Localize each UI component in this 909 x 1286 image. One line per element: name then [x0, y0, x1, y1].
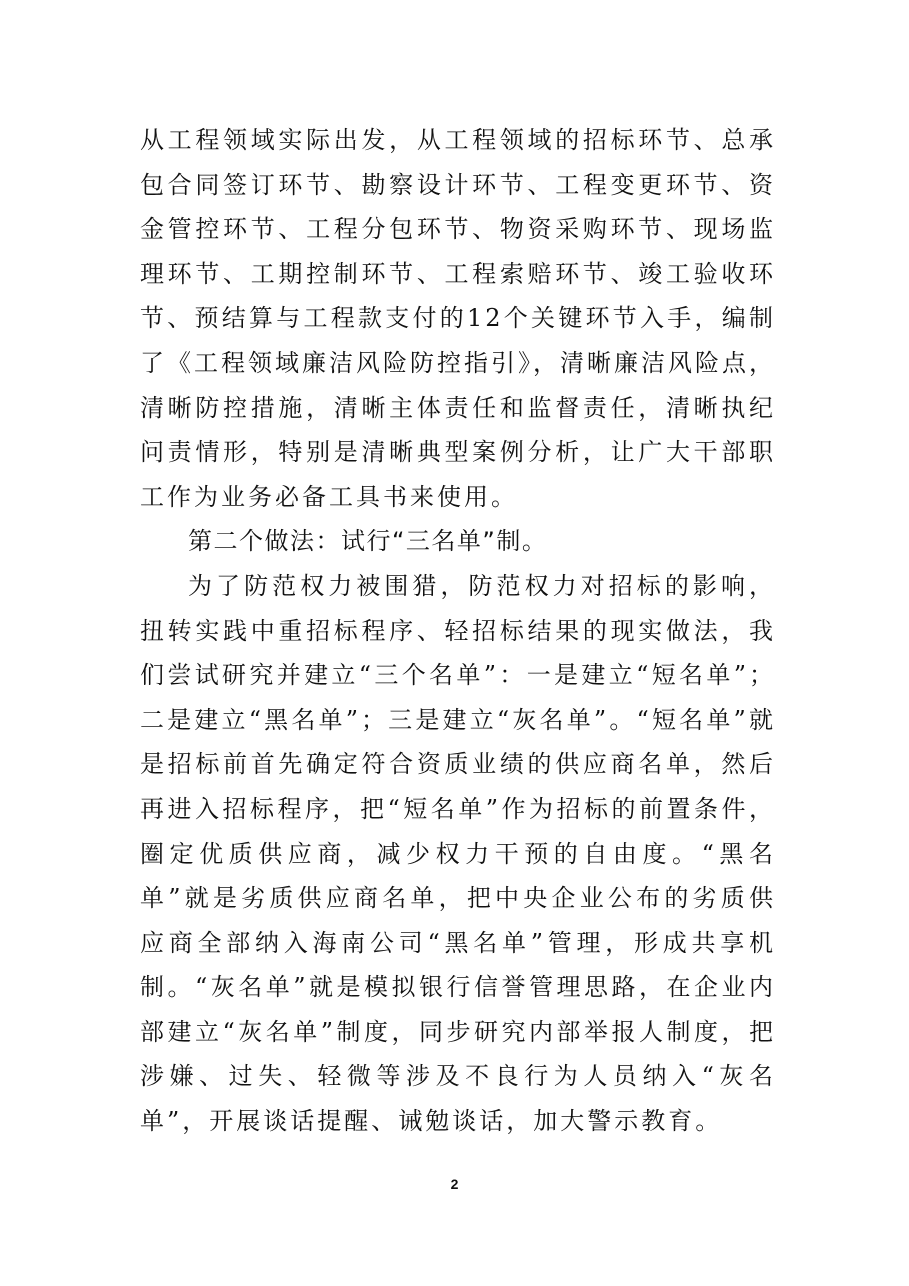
section-heading: 第二个做法：试行“三名单”制。	[188, 527, 548, 556]
paragraph-three-lists: 为了防范权力被围猎，防范权力对招标的影响，扭转实践中重招标程序、轻招标结果的现实做法，我们尝试研究并建立“三个名单”：一是建立“短名单”；二是建立“黑名单”；三是建立“灰名单”。“短名单”就是招标前首先确定符合资质业绩的供应商名单，然后再进入招标程序，把“短名单”作为招标的前置条件，圈定优质供应商，减少权力干预的自由度。“黑名单”就是劣质供应商名单，把中央企业公布的劣质供应商全部纳入海南公司“黑名单”管理，形成共享机制。“灰名单”就是模拟银行信誉管理思路，在企业内部建立“灰名单”制度，同步研究内部举报人制度，把涉嫌、过失、轻微等涉及不良行为人员纳入“灰名单”，开展谈话提醒、诫勉谈话，加大警示教育。	[140, 571, 776, 1136]
document-body	[140, 118, 776, 1144]
paragraph-continued: 从工程领域实际出发，从工程领域的招标环节、总承包合同签订环节、勘察设计环节、工程变更环节、资金管控环节、工程分包环节、物资采购环节、现场监理环节、工期控制环节、工程索赔环节、竣工验收环节、预结算与工程款支付的12个关键环节入手，编制了《工程领域廉洁风险防控指引》，清晰廉洁风险点，清晰防控措施，清晰主体责任和监督责任，清晰执纪问责情形，特别是清晰典型案例分析，让广大干部职工作为业务必备工具书来使用。	[140, 126, 776, 511]
page-number: 2	[450, 1176, 459, 1192]
